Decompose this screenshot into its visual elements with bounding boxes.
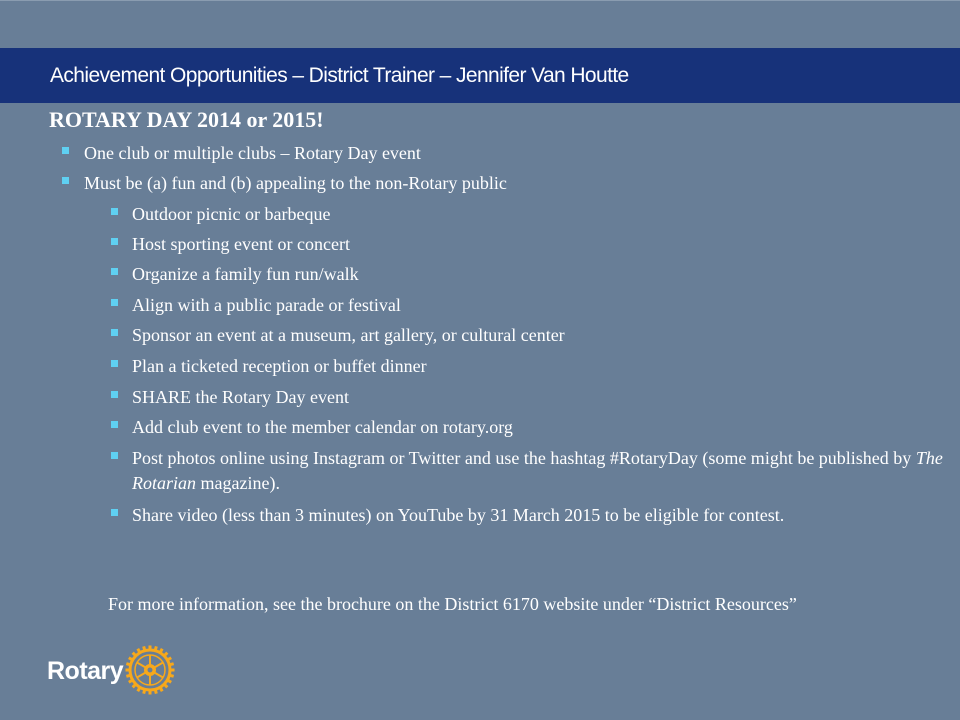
list-item-text: Organize a family fun run/walk xyxy=(132,264,359,284)
list-item-text: Plan a ticketed reception or buffet dinner xyxy=(132,356,427,376)
bullet-marker xyxy=(111,421,118,428)
list-item-text: Host sporting event or concert xyxy=(132,234,350,254)
list-item xyxy=(84,141,421,166)
logo-wordmark: Rotary xyxy=(47,657,124,685)
bullet-marker xyxy=(111,360,118,367)
bullet-marker xyxy=(62,177,69,184)
bullet-marker xyxy=(111,268,118,275)
list-item-text: SHARE the Rotary Day event xyxy=(132,387,349,407)
bullet-marker xyxy=(111,391,118,398)
list-item xyxy=(132,293,401,318)
list-item-text-end: magazine). xyxy=(196,473,280,493)
list-item-text: Align with a public parade or festival xyxy=(132,295,401,315)
list-item xyxy=(84,171,507,196)
header-title: Achievement Opportunities – District Trainer – Jennifer Van Houtte xyxy=(50,64,629,87)
list-item xyxy=(132,232,350,257)
list-item xyxy=(132,385,349,410)
list-item xyxy=(132,202,330,227)
bullet-marker xyxy=(111,509,118,516)
list-item xyxy=(132,503,922,528)
bullet-marker xyxy=(111,329,118,336)
list-item xyxy=(132,446,947,496)
list-item-text: Post photos online using Instagram or Twitter and use the hashtag #RotaryDay (some might be published by xyxy=(132,448,916,468)
magazine-title: The Rotarian xyxy=(132,448,943,493)
list-item-text: Outdoor picnic or barbeque xyxy=(132,204,331,224)
list-item xyxy=(132,323,565,348)
list-item-text: One club or multiple clubs – Rotary Day event xyxy=(84,143,421,163)
footer-info: For more information, see the brochure on the District 6170 website under “District Resources” xyxy=(108,594,797,614)
list-item xyxy=(132,262,359,287)
bullet-marker xyxy=(111,238,118,245)
list-item-text: Sponsor an event at a museum, art gallery, or cultural center xyxy=(132,325,565,345)
list-item xyxy=(132,354,427,379)
rotary-wheel-icon xyxy=(124,644,176,696)
bullet-marker xyxy=(62,147,69,154)
list-item-text: Share video (less than 3 minutes) on YouTube by 31 March 2015 to be eligible for contest. xyxy=(132,505,785,525)
list-item-text: Add club event to the member calendar on rotary.org xyxy=(132,417,513,437)
top-border xyxy=(0,0,960,1)
bullet-marker xyxy=(111,452,118,459)
bullet-marker xyxy=(111,299,118,306)
bullet-marker xyxy=(111,208,118,215)
header-bar xyxy=(0,48,960,103)
list-item-text: Must be (a) fun and (b) appealing to the non-Rotary public xyxy=(84,173,507,193)
slide-heading: ROTARY DAY 2014 or 2015! xyxy=(49,107,324,132)
list-item xyxy=(132,415,513,440)
